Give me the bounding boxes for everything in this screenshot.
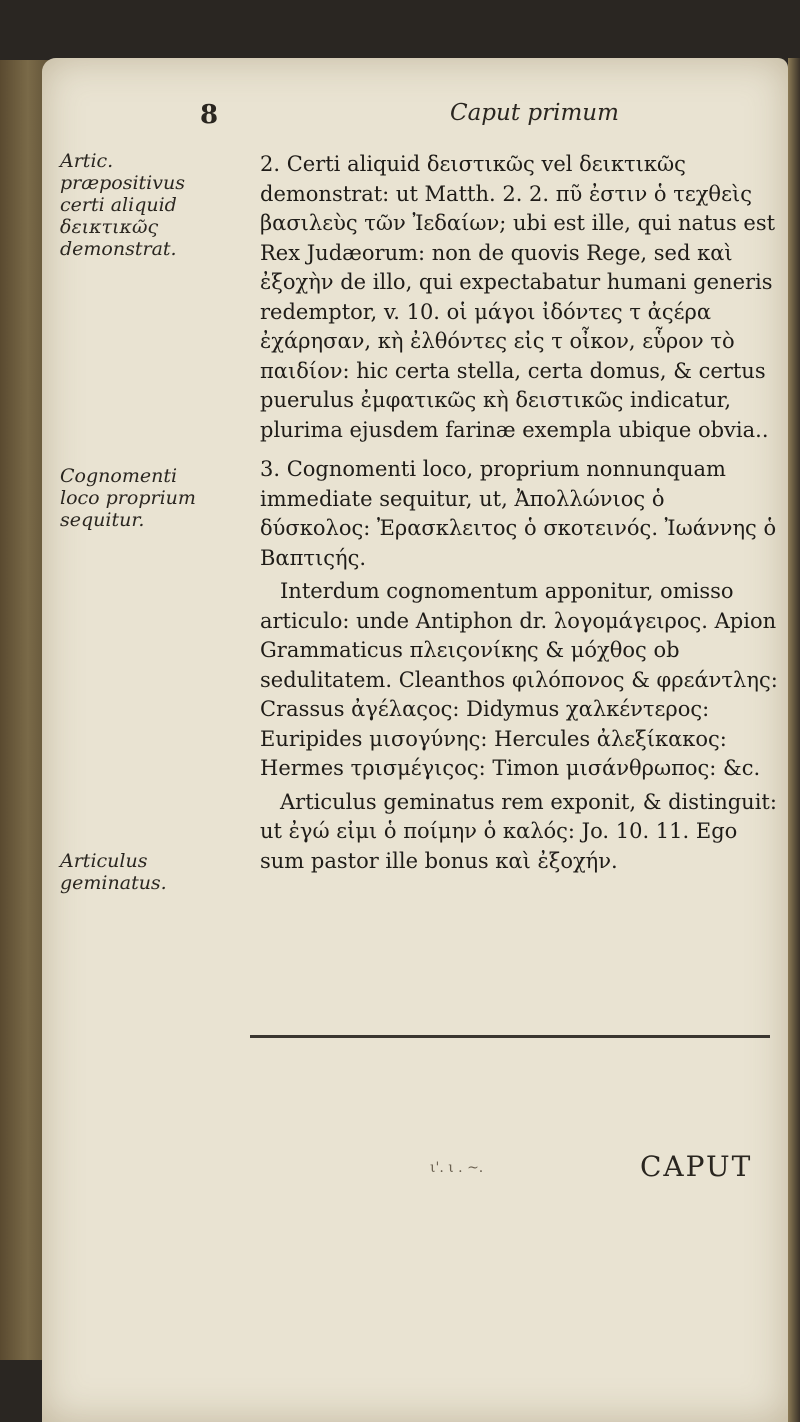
stray-marks: ι'. ι . ~. bbox=[430, 1160, 484, 1176]
catchword: CAPUT bbox=[640, 1150, 753, 1183]
main-text bbox=[260, 150, 780, 876]
page-edge bbox=[788, 58, 800, 1422]
paragraph-2: 2. Certi aliquid δειστικῶς vel δεικτικῶς demonstrat: ut Matth. 2. 2. πῦ ἐστιν ὁ τεχθεὶς βασιλεὺς τῶν Ἰεδαίων; ubi est ille, qui natus est Rex Judæorum: non de quovis Rege, sed καὶ ἐξοχὴν de illo, qui expectabatur humani generis redemptor, v. 10. οἱ μάγοι ἰδόντες τ ἀςέρα ἐχάρησαν, κὴ ἐλθόντες εἰς τ οἶκον, εὗρον τὸ παιδίον: hic certa stella, certa domus, & certus puerulus ἐμφατικῶς κὴ δειστικῶς indicatur, plurima ejusdem farinæ exempla ubique obvia.. bbox=[260, 152, 776, 442]
paragraph-geminatus: Articulus geminatus rem exponit, & distinguit: ut ἐγώ εἰμι ὁ ποίμην ὁ καλός: Jo. 10. 11. Ego sum pastor ille bonus καὶ ἐξοχήν. bbox=[260, 789, 777, 873]
paragraph-interdum: Interdum cognomentum apponitur, omisso articulo: unde Antiphon dr. λογομάγειρος. Apion Grammaticus πλειςονίκης & μόχθος ob sedulitatem. Cleanthos φιλόπονος & φρεάντλης: Crassus ἀγέλαςος: Didymus χαλκέντερος: Euripides μισογύνης: Hercules ἀλεξίκακος: Hermes τρισμέγιςος: Timon μισάνθρωπος: &c. bbox=[260, 579, 778, 780]
paragraph-3: 3. Cognomenti loco, proprium nonnunquam immediate sequitur, ut, Ἀπολλώνιος ὁ δύσκολος: Ἐρασκλειτος ὁ σκοτεινός. Ἰωάννης ὁ Βαπτιςής. bbox=[260, 457, 777, 570]
end-rule bbox=[250, 1035, 770, 1038]
margin-note-geminatus: Articulus geminatus. bbox=[60, 850, 167, 894]
page-header-title: Caput primum bbox=[450, 100, 619, 126]
margin-note-cognomen: Cognomenti loco proprium sequitur. bbox=[60, 465, 196, 531]
page-number: 8 bbox=[200, 100, 219, 130]
margin-note-articulus: Artic. præpositivus certi aliquid δεικτικῶς demonstrat. bbox=[60, 150, 185, 260]
